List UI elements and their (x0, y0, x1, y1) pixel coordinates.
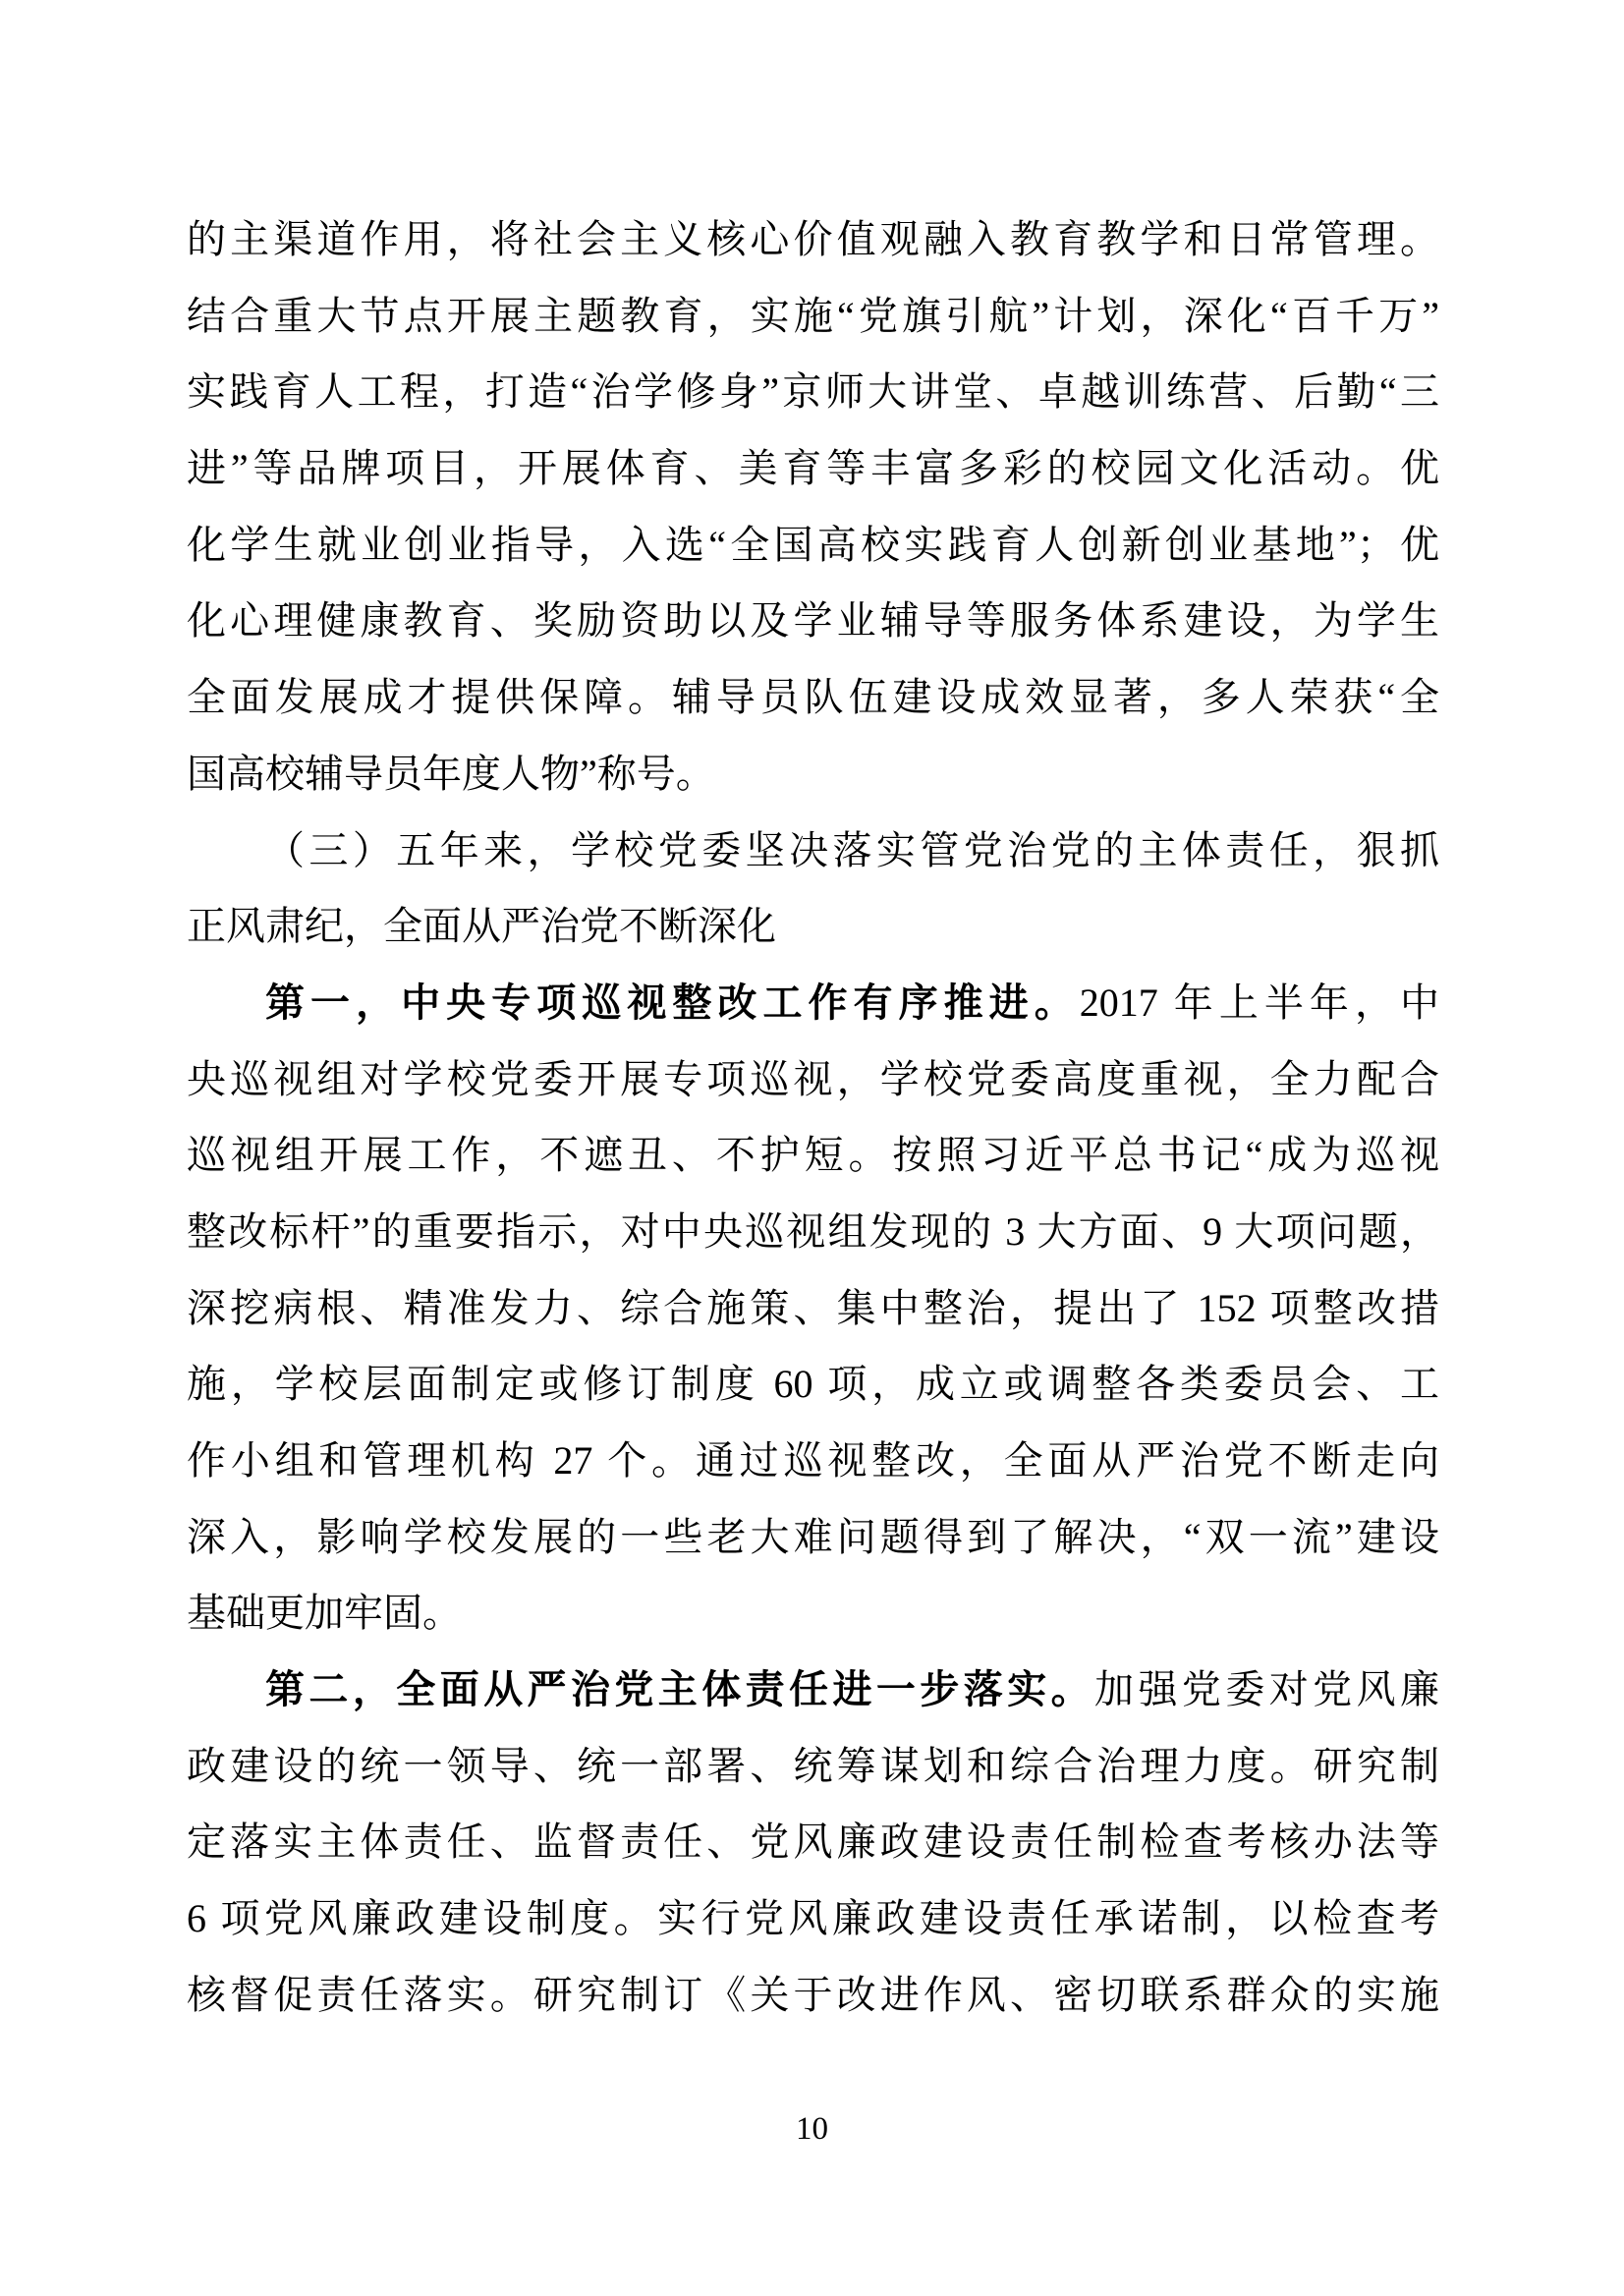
paragraph-heading-lead: 第二，全面从严治党主体责任进一步落实。 (265, 1668, 1095, 1712)
text-line (187, 278, 1439, 355)
paragraph-heading-lead: 第一，中央专项巡视整改工作有序推进。 (265, 980, 1080, 1025)
text-line (187, 354, 1439, 430)
line-text: 国高校辅导员年度人物”称号。 (187, 751, 715, 796)
line-text: 进”等品牌项目，开展体育、美育等丰富多彩的校园文化活动。优 (187, 446, 1439, 491)
text-line (187, 1728, 1439, 1805)
text-line (187, 659, 1439, 736)
text-line (187, 1270, 1439, 1347)
text-line (187, 201, 1439, 278)
line-text: 整改标杆”的重要指示，对中央巡视组发现的 3 大方面、9 大项问题， (187, 1208, 1439, 1254)
text-line (187, 888, 1439, 965)
text-line (187, 1423, 1439, 1499)
line-text: 化心理健康教育、奖励资助以及学业辅导等服务体系建设，为学生 (187, 598, 1439, 644)
line-text: 正风肃纪，全面从严治党不断深化 (187, 904, 776, 949)
line-text: 央巡视组对学校党委开展专项巡视，学校党委高度重视，全力配合 (187, 1056, 1439, 1101)
text-line (187, 1575, 1439, 1652)
text-line (187, 1041, 1439, 1118)
text-line (187, 736, 1439, 812)
text-line (187, 1957, 1439, 2034)
text-line (187, 812, 1439, 889)
text-line (187, 1194, 1439, 1270)
text-line (187, 1804, 1439, 1880)
text-line (187, 1499, 1439, 1576)
line-text: 政建设的统一领导、统一部署、统筹谋划和综合治理力度。研究制 (187, 1743, 1439, 1788)
line-text: 6 项党风廉政建设制度。实行党风廉政建设责任承诺制，以检查考 (187, 1896, 1439, 1941)
text-line (187, 965, 1439, 1041)
line-text: 全面发展成才提供保障。辅导员队伍建设成效显著，多人荣获“全 (187, 675, 1439, 720)
line-text: 作小组和管理机构 27 个。通过巡视整改，全面从严治党不断走向 (187, 1438, 1439, 1483)
line-text: 深挖病根、精准发力、综合施策、集中整治，提出了 152 项整改措 (187, 1285, 1439, 1330)
text-line (187, 1652, 1439, 1728)
line-text: 化学生就业创业指导，入选“全国高校实践育人创新创业基地”；优 (187, 522, 1439, 567)
line-text: 2017 年上半年，中 (1079, 980, 1439, 1025)
line-text: 加强党委对党风廉 (1094, 1667, 1439, 1712)
line-text: 基础更加牢固。 (187, 1591, 462, 1636)
text-line (187, 583, 1439, 659)
text-line (187, 1346, 1439, 1423)
page-number: 10 (796, 2111, 828, 2147)
line-text: 施，学校层面制定或修订制度 60 项，成立或调整各类委员会、工 (187, 1362, 1439, 1407)
line-text: 的主渠道作用，将社会主义核心价值观融入教育教学和日常管理。 (187, 217, 1439, 261)
line-text: 核督促责任落实。研究制订《关于改进作风、密切联系群众的实施 (187, 1972, 1439, 2017)
line-text: （三）五年来，学校党委坚决落实管党治党的主体责任，狠抓 (265, 827, 1439, 872)
text-line (187, 507, 1439, 584)
text-line (187, 1117, 1439, 1194)
line-text: 定落实主体责任、监督责任、党风廉政建设责任制检查考核办法等 (187, 1820, 1439, 1865)
text-line (187, 1880, 1439, 1957)
line-text: 深入，影响学校发展的一些老大难问题得到了解决，“双一流”建设 (187, 1514, 1439, 1559)
document-body (187, 201, 1439, 2034)
line-text: 巡视组开展工作，不遮丑、不护短。按照习近平总书记“成为巡视 (187, 1133, 1439, 1178)
line-text: 实践育人工程，打造“治学修身”京师大讲堂、卓越训练营、后勤“三 (187, 369, 1439, 415)
text-line (187, 430, 1439, 507)
line-text: 结合重大节点开展主题教育，实施“党旗引航”计划，深化“百千万” (187, 293, 1439, 338)
